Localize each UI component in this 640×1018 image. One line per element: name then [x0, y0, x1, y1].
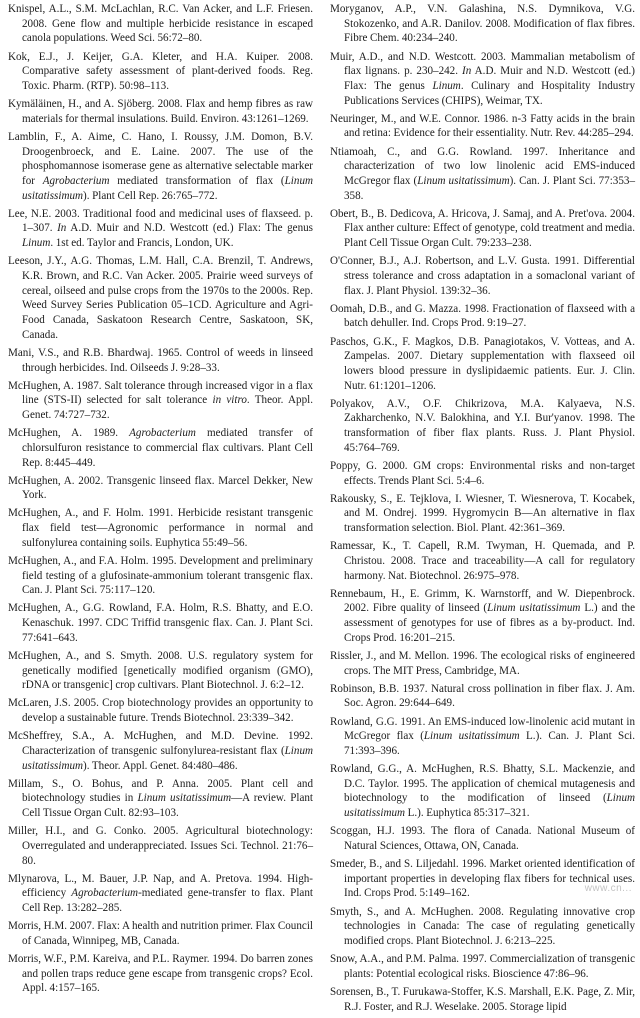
reference-entry: Muir, A.D., and N.D. Westcott. 2003. Mammalian metabolism of flax lignans. p. 230–242. In A.D. Muir and N.D. Westcott (ed.) Flax: The genus Linum. Culinary and Hospitality Industry Publications Services (CHIPS), Weimar, TX. [330, 50, 635, 107]
reference-entry: Sorensen, B., T. Furukawa-Stoffer, K.S. Marshall, E.K. Page, Z. Mir, R.J. Foster, and R.J. Weselake. 2005. Storage lipid [330, 985, 635, 1013]
reference-entry: Snow, A.A., and P.M. Palma. 1997. Commercialization of transgenic plants: Potential ecological risks. Bioscience 47:86–96. [330, 953, 635, 980]
reference-entry: Mani, V.S., and R.B. Bhardwaj. 1965. Control of weeds in linseed through herbicides. Ind. Oilseeds J. 9:28–33. [8, 346, 313, 374]
reference-entry: McHughen, A. 1989. Agrobacterium mediated transfer of chlorsulfuron resistance to commercial flax cultivars. Plant Cell Rep. 8:445–449. [8, 427, 313, 469]
reference-entry: McHughen, A. 2002. Transgenic linseed flax. Marcel Dekker, New York. [8, 474, 313, 502]
reference-entry: Smyth, S., and A. McHughen. 2008. Regulating innovative crop technologies in Canada: The case of regulating genetically modified crops. Plant Biotechnol. J. 6:213–225. [330, 905, 635, 947]
reference-entry: Paschos, G.K., F. Magkos, D.B. Panagiotakos, V. Votteas, and A. Zampelas. 2007. Dietary supplementation with flaxseed oil lowers blood pressure in dyslipidaemic patients. Eur. J. Clin. Nutr. 61:1201–1206. [330, 335, 635, 392]
reference-entry: Robinson, B.B. 1937. Natural cross pollination in fiber flax. J. Am. Soc. Agron. 29:644–649. [330, 682, 635, 710]
reference-entry: Rowland, G.G. 1991. An EMS-induced low-linolenic acid mutant in McGregor flax (Linum usitatissimum L.). Can. J. Plant Sci. 71:393–396. [330, 715, 636, 757]
reference-entry: Millam, S., O. Bohus, and P. Anna. 2005. Plant cell and biotechnology studies in Linum usitatissimum—A review. Plant Cell Tissue Organ Cult. 82:93–103. [8, 777, 313, 820]
reference-entry: Kok, E.J., J. Keijer, G.A. Kleter, and H.A. Kuiper. 2008. Comparative safety assessment of plant-derived foods. Reg. Toxic. Pharm. (RTP). 50:98–113. [8, 50, 313, 92]
reference-entry: Lee, N.E. 2003. Traditional food and medicinal uses of flaxseed. p. 1–307. In A.D. Muir and N.D. Westcott (ed.) Flax: The genus Linum. 1st ed. Taylor and Francis, London, UK. [8, 207, 313, 250]
reference-entry: McHughen, A., and S. Smyth. 2008. U.S. regulatory system for genetically modified [genetically modified organism (GMO), rDNA or transgenic] crop cultivars. Plant Biotechnol. J. 6:2–12. [8, 649, 313, 692]
watermark: www.cn... [584, 883, 632, 894]
references-right-column [330, 2, 635, 1018]
reference-entry: McHughen, A., and F.A. Holm. 1995. Development and preliminary field testing of a glufosinate-ammonium tolerant transgenic flax. Can. J. Plant Sci. 75:117–120. [8, 554, 313, 597]
reference-entry: Moryganov, A.P., V.N. Galashina, N.S. Dymnikova, V.G. Stokozenko, and A.R. Danilov. 2008. Modification of flax fibres. Fibre Chem. 40:234–240. [330, 3, 635, 45]
reference-entry: Morris, H.M. 2007. Flax: A health and nutrition primer. Flax Council of Canada, Winnipeg, MB, Canada. [8, 920, 313, 947]
reference-entry: Neuringer, M., and W.E. Connor. 1986. n-3 Fatty acids in the brain and retina: Evidence for their essentiality. Nutr. Rev. 44:285–294. [330, 112, 635, 140]
reference-entry: Smeder, B., and S. Liljedahl. 1996. Market oriented identification of important properties in developing flax fibers for technical uses. Ind. Crops Prod. 5:149–162. [330, 858, 635, 900]
reference-entry: Rowland, G.G., A. McHughen, R.S. Bhatty, S.L. Mackenzie, and D.C. Taylor. 1995. The application of chemical mutagenesis and biotechnology to the modification of linseed (Linum usitatissimum L.). Euphytica 85:317–321. [330, 763, 635, 820]
reference-entry: Rakousky, S., E. Tejklova, I. Wiesner, T. Wiesnerova, T. Kocabek, and M. Ondrej. 1999. Hygromycin B—An alternative in flax transformation selection. Biol. Plant. 42:361–369. [330, 492, 635, 535]
reference-entry: Obert, B., B. Dedicova, A. Hricova, J. Samaj, and A. Pret'ova. 2004. Flax anther culture: Effect of genotype, cold treatment and media. Plant Cell Tissue Organ Cult. 79:233–238. [330, 207, 635, 250]
reference-entry: McHughen, A. 1987. Salt tolerance through increased vigor in a flax line (STS-II) selected for salt tolerance in vitro. Theor. Appl. Genet. 74:727–732. [8, 379, 314, 422]
reference-entry: Rissler, J., and M. Mellon. 1996. The ecological risks of engineered crops. The MIT Press, Cambridge, MA. [330, 649, 635, 677]
reference-entry: Scoggan, H.J. 1993. The flora of Canada. National Museum of Natural Sciences, Ottawa, ON, Canada. [330, 825, 635, 852]
reference-entry: Lamblin, F., A. Aime, C. Hano, I. Roussy, J.M. Domon, B.V. Droogenbroeck, and E. Laine. 2007. The use of the phosphomannose isomerase gene as alternative selectable marker for Agrobacterium mediated transformation of flax (Linum usitatissimum). Plant Cell Rep. 26:765–772. [8, 130, 313, 202]
reference-entry: Ntiamoah, C., and G.G. Rowland. 1997. Inheritance and characterization of two low linolenic acid EMS-induced McGregor flax (Linum usitatissimum). Can. J. Plant Sci. 77:353–358. [330, 145, 635, 202]
reference-entry: Miller, H.I., and G. Conko. 2005. Agricultural biotechnology: Overregulated and underappreciated. Issues Sci. Technol. 21:76–80. [8, 825, 313, 867]
reference-entry: Knispel, A.L., S.M. McLachlan, R.C. Van Acker, and L.F. Friesen. 2008. Gene flow and multiple herbicide resistance in escaped canola populations. Weed Sci. 56:72–80. [8, 3, 313, 45]
reference-entry: Kymäläinen, H., and A. Sjöberg. 2008. Flax and hemp fibres as raw materials for thermal insulations. Build. Environ. 43:1261–1269. [8, 98, 313, 125]
reference-entry: Leeson, J.Y., A.G. Thomas, L.M. Hall, C.A. Brenzil, T. Andrews, K.R. Brown, and R.C. Van Acker. 2005. Prairie weed surveys of cereal, oilseed and pulse crops from the 1970s to the 2000s. Rep. Weed Survey Series Publication 05–1CD. Agriculture and Agri-Food Canada, Saskatoon Research Centre, Saskatoon, SK, Canada. [8, 255, 313, 341]
reference-entry: Oomah, D.B., and G. Mazza. 1998. Fractionation of flaxseed with a batch dehuller. Ind. Crops Prod. 9:19–27. [330, 302, 635, 330]
reference-entry: McHughen, A., and F. Holm. 1991. Herbicide resistant transgenic flax field test—Agronomic performance in normal and sulfonylurea containing soils. Euphytica 55:49–56. [8, 507, 313, 549]
reference-entry: McLaren, J.S. 2005. Crop biotechnology provides an opportunity to develop a sustainable future. Trends Biotechnol. 23:339–342. [8, 697, 313, 725]
reference-entry: Rennebaum, H., E. Grimm, K. Warnstorff, and W. Diepenbrock. 2002. Fibre quality of linseed (Linum usitatissimum L.) and the assessment of genotypes for use of fibres as a by-product. Ind. Crops Prod. 16:201–215. [330, 587, 635, 644]
reference-entry: Morris, W.F., P.M. Kareiva, and P.L. Raymer. 1994. Do barren zones and pollen traps reduce gene escape from transgenic crops? Ecol. Appl. 4:157–165. [8, 953, 313, 995]
reference-entry: McSheffrey, S.A., A. McHughen, and M.D. Devine. 1992. Characterization of transgenic sulfonylurea-resistant flax (Linum usitatissimum). Theor. Appl. Genet. 84:480–486. [8, 730, 313, 772]
references-left-column [8, 2, 313, 1000]
reference-entry: Mlynarova, L., M. Bauer, J.P. Nap, and A. Pretova. 1994. High-efficiency Agrobacterium-mediated gene-transfer to flax. Plant Cell Rep. 13:282–285. [8, 872, 313, 915]
reference-entry: McHughen, A., G.G. Rowland, F.A. Holm, R.S. Bhatty, and E.O. Kenaschuk. 1997. CDC Triffid transgenic flax. Can. J. Plant Sci. 77:641–643. [8, 602, 313, 644]
reference-entry: O'Conner, B.J., A.J. Robertson, and L.V. Gusta. 1991. Differential stress tolerance and cross adaptation in a somaclonal variant of flax. J. Plant Physiol. 139:32–36. [330, 255, 635, 297]
reference-entry: Poppy, G. 2000. GM crops: Environmental risks and non-target effects. Trends Plant Sci. 5:4–6. [330, 459, 635, 487]
reference-entry: Polyakov, A.V., O.F. Chikrizova, M.A. Kalyaeva, N.S. Zakharchenko, N.V. Balokhina, and Y.I. Bur'yanov. 1998. The transformation of fiber flax plants. Russ. J. Plant Physiol. 45:764–769. [330, 397, 635, 454]
reference-entry: Ramessar, K., T. Capell, R.M. Twyman, H. Quemada, and P. Christou. 2008. Trace and traceability—A call for regulatory harmony. Nat. Biotechnol. 26:975–978. [330, 540, 635, 582]
